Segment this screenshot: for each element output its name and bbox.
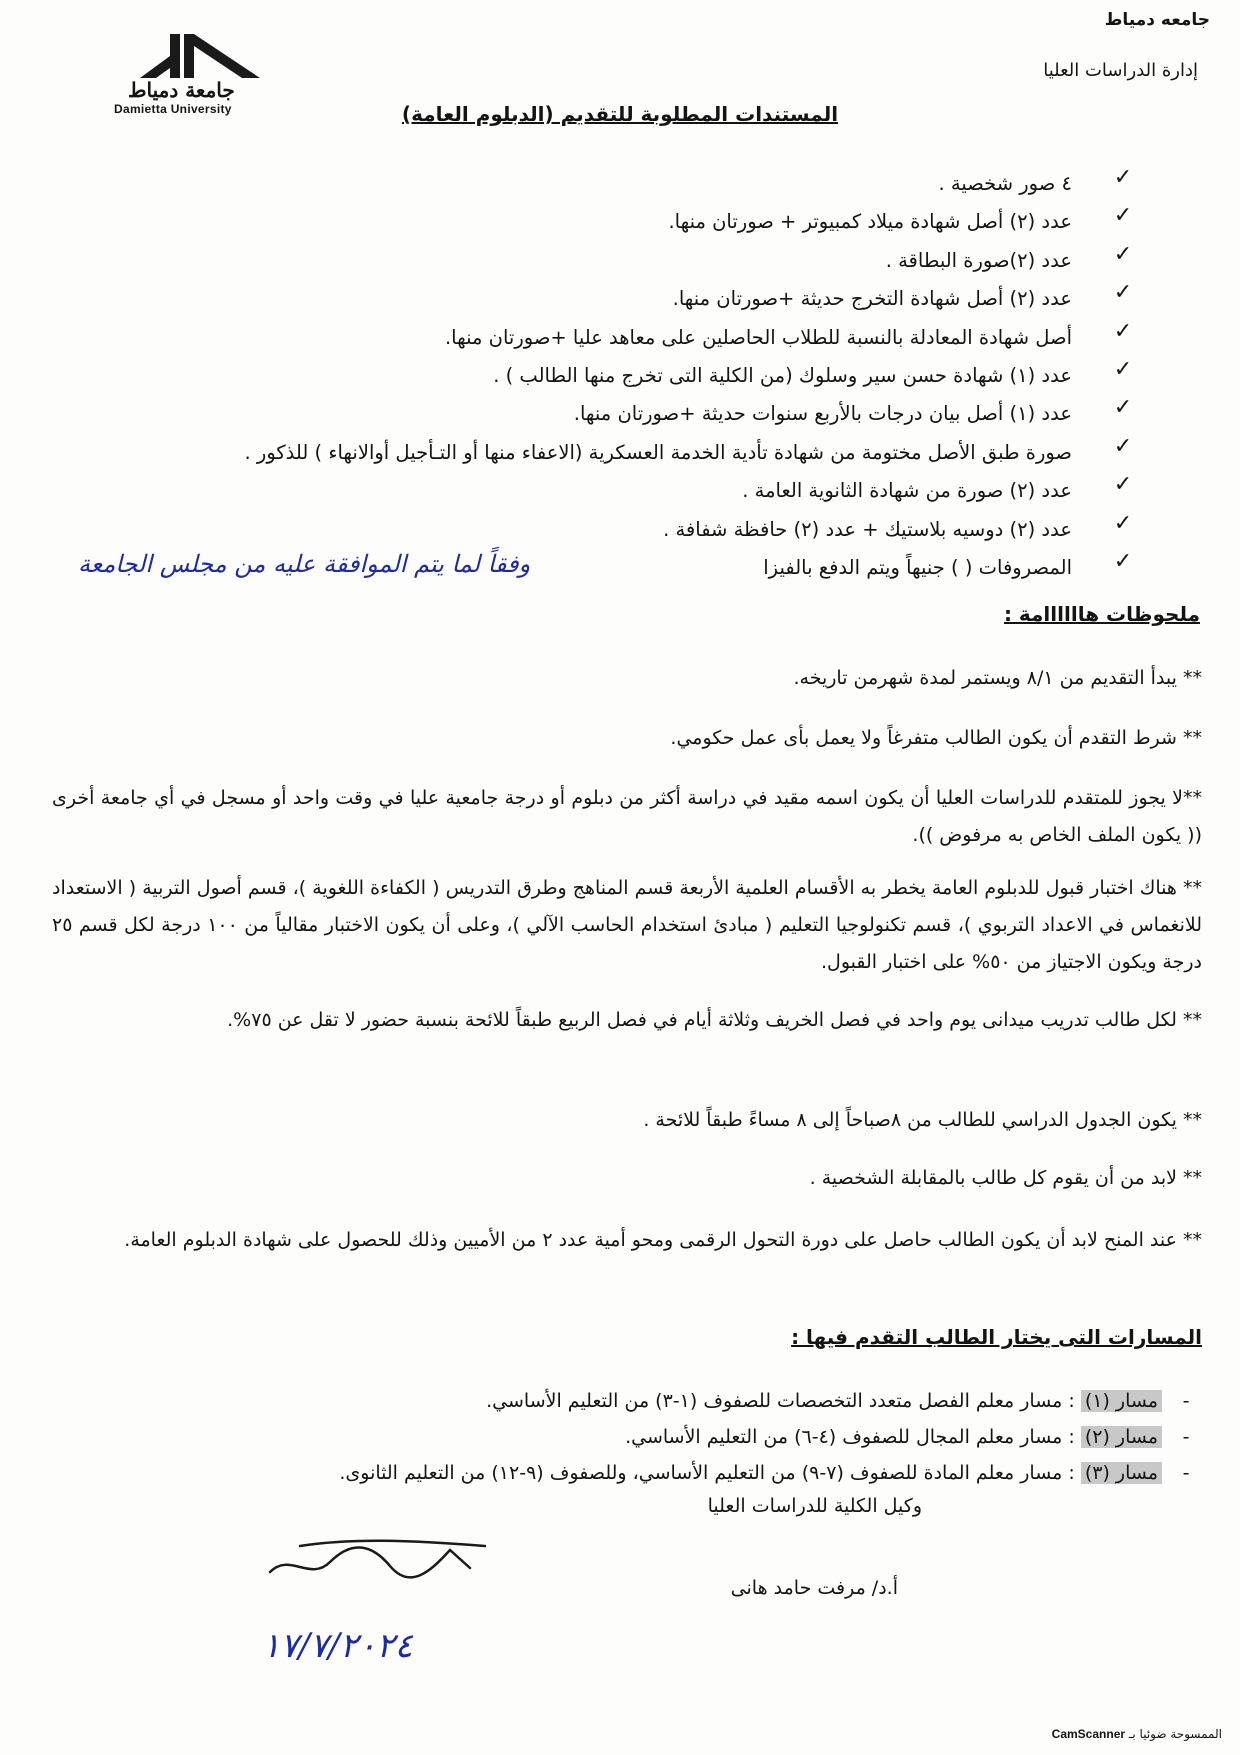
note-item: ** يكون الجدول الدراسي للطالب من ٨صباحاً إلى ٨ مساءً طبقاً للائحة .	[643, 1109, 1202, 1131]
tracks-title: المسارات التى يختار الطالب التقدم فيها :	[791, 1325, 1202, 1349]
note-item: **لا يجوز للمتقدم للدراسات العليا أن يكون اسمه مقيد في دراسة أكثر من دبلوم أو درجة جامعية عليا في وقت واحد أو مسجل في أي جامعة أخرى (( يكون الملف الخاص به مرفوض )).	[52, 787, 1202, 846]
fees-item: المصروفات ( ) جنيهاً ويتم الدفع بالفيزا	[763, 555, 1072, 579]
notes-title: ملحوظات هاااااامة :	[1003, 602, 1200, 626]
department-name: إدارة الدراسات العليا	[1043, 60, 1198, 81]
handwritten-date: ١٧/٧/٢٠٢٤	[262, 1626, 413, 1666]
check-icon: ✓	[1113, 165, 1133, 190]
list-item: ٤ صور شخصية .	[938, 172, 1072, 195]
logo-english-text: Damietta University	[114, 102, 232, 116]
check-icon: ✓	[1113, 242, 1133, 267]
footer-prefix: الممسوحة ضوئيا بـ	[1128, 1727, 1222, 1741]
list-item: أصل شهادة المعادلة بالنسبة للطلاب الحاصلين على معاهد عليا +صورتان منها.	[444, 325, 1072, 349]
note-item: ** هناك اختبار قبول للدبلوم العامة يخطر به الأقسام العلمية الأربعة قسم المناهج وطرق التدريس ( الكفاءة اللغوية )، قسم أصول التربية ( الاستعداد للانغماس في الاعداد التربوي )، قسم تكنولوجيا التعليم ( مبادئ استخدام الحاسب الآلي )، وعلى أن يكون الاختبار مقالياً من ١٠٠ درجة لكل قسم ٢٥ درجة ويكون الاجتياز من ٥٠% على اختبار القبول.	[52, 877, 1203, 973]
signature-scrawl-icon	[260, 1532, 500, 1588]
note-item: ** لكل طالب تدريب ميدانى يوم واحد في فصل الخريف وثلاثة أيام في فصل الربيع طبقاً للائحة بنسبة حضور لا تقل عن ٧٥%.	[227, 1009, 1202, 1031]
required-documents-list	[112, 165, 1072, 587]
signatory-name: أ.د/ مرفت حامد هانى	[730, 1577, 898, 1599]
list-item: عدد (٢) صورة من شهادة الثانوية العامة .	[742, 479, 1072, 503]
list-item: عدد (١) أصل بيان درجات بالأربع سنوات حديثة +صورتان منها.	[573, 402, 1072, 426]
note-item: ** يبدأ التقديم من ٨/١ ويستمر لمدة شهرمن تاريخه.	[793, 667, 1202, 689]
track-text: : مسار معلم المجال للصفوف (٤-٦) من التعليم الأساسي.	[625, 1426, 1081, 1448]
list-item: عدد (٢) أصل شهادة التخرج حديثة +صورتان منها.	[672, 287, 1072, 311]
list-item: صورة طبق الأصل مختومة من شهادة تأدية الخدمة العسكرية (الاعفاء منها أو التـأجيل أوالانهاء ) للذكور .	[244, 440, 1072, 464]
track-tag: مسار (٢)	[1081, 1426, 1162, 1448]
track-tag: مسار (٣)	[1081, 1462, 1162, 1484]
check-icon: ✓	[1113, 319, 1133, 344]
university-name: جامعه دمياط	[1104, 10, 1210, 30]
track-item	[30, 1419, 1210, 1455]
track-item	[30, 1383, 1210, 1419]
dash-bullet: -	[1182, 1390, 1190, 1412]
check-icon: ✓	[1113, 203, 1133, 228]
dash-bullet: -	[1182, 1462, 1190, 1484]
scanner-footer	[1052, 1727, 1222, 1741]
footer-brand: CamScanner	[1051, 1727, 1126, 1741]
check-icon: ✓	[1113, 511, 1133, 536]
note-item: ** لابد من أن يقوم كل طالب بالمقابلة الشخصية .	[809, 1167, 1202, 1189]
list-item: عدد (٢)صورة البطاقة .	[885, 248, 1072, 272]
check-icon: ✓	[1113, 472, 1133, 497]
check-icon: ✓	[1113, 434, 1133, 459]
note-item: ** عند المنح لابد أن يكون الطالب حاصل على دورة التحول الرقمى ومحو أمية عدد ٢ من الأميين وذلك للحصول على شهادة الدبلوم العامة.	[124, 1229, 1202, 1251]
check-icon: ✓	[1113, 395, 1133, 420]
track-text: : مسار معلم الفصل متعدد التخصصات للصفوف (١-٣) من التعليم الأساسي.	[486, 1390, 1081, 1412]
signatory-role: وكيل الكلية للدراسات العليا	[707, 1495, 922, 1517]
tracks-list	[30, 1383, 1210, 1491]
check-icon: ✓	[1113, 549, 1133, 574]
track-item	[30, 1455, 1210, 1491]
list-item: عدد (٢) أصل شهادة ميلاد كمبيوتر + صورتان منها.	[668, 210, 1072, 234]
list-item: عدد (٢) دوسيه بلاستيك + عدد (٢) حافظة شفافة .	[663, 517, 1072, 541]
note-item: ** شرط التقدم أن يكون الطالب متفرغاً ولا يعمل بأى عمل حكومي.	[670, 727, 1202, 749]
check-icon: ✓	[1113, 357, 1133, 382]
logo-arabic-text: جامعة دمياط	[128, 78, 235, 102]
list-item: عدد (١) شهادة حسن سير وسلوك (من الكلية التى تخرج منها الطالب ) .	[493, 363, 1072, 387]
check-icon: ✓	[1113, 280, 1133, 305]
dash-bullet: -	[1182, 1426, 1190, 1448]
track-tag: مسار (١)	[1081, 1390, 1162, 1412]
page-title: المستندات المطلوبة للتقديم (الدبلوم العامة)	[401, 102, 839, 126]
fees-handwritten-note: وفقاً لما يتم الموافقة عليه من مجلس الجامعة	[78, 550, 531, 578]
track-text: : مسار معلم المادة للصفوف (٧-٩) من التعليم الأساسي، وللصفوف (٩-١٢) من التعليم الثانوى.	[339, 1462, 1081, 1484]
